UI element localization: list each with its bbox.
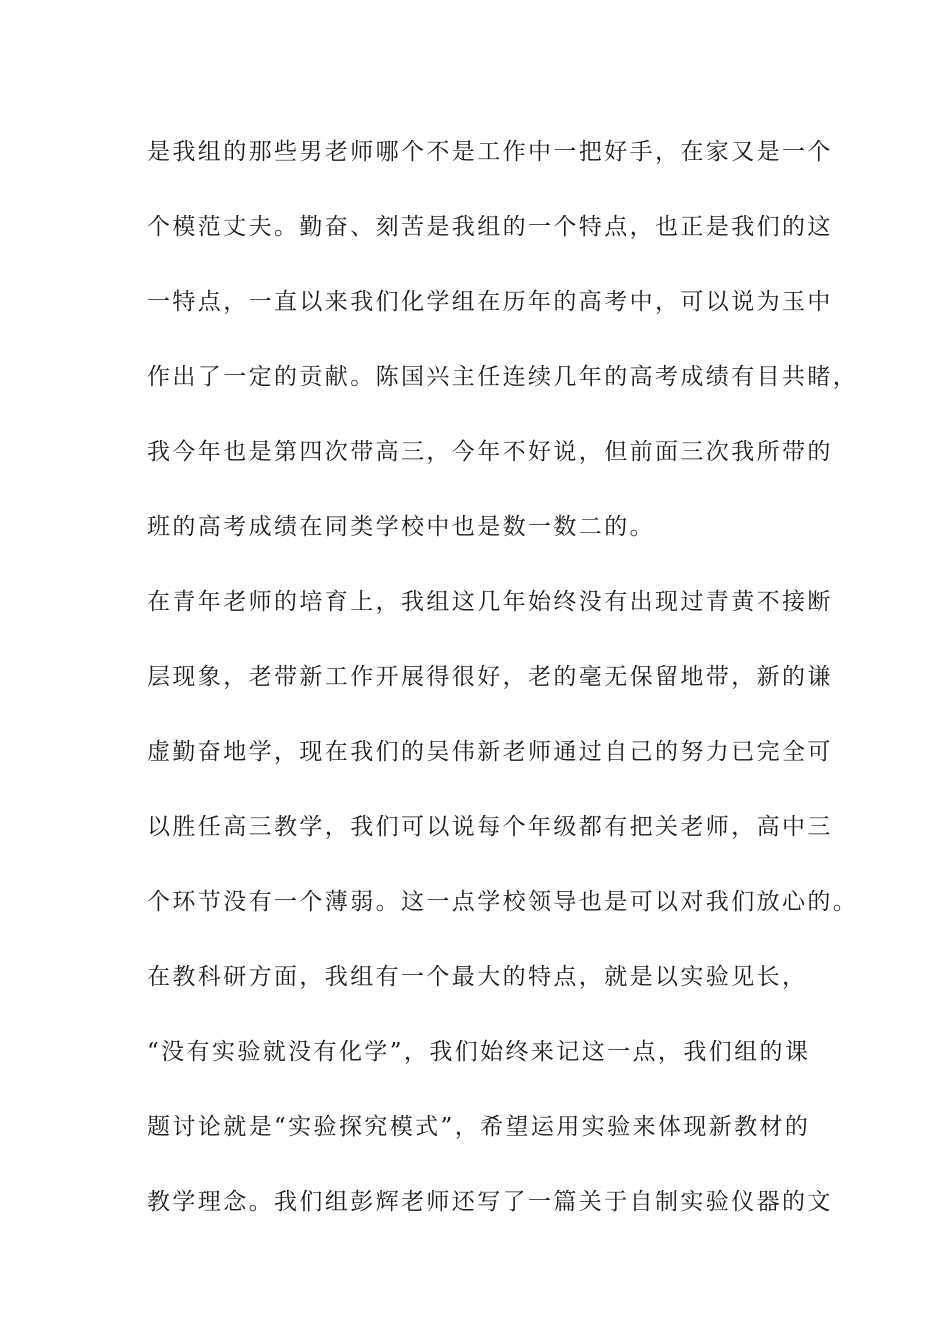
- text-line: 班的高考成绩在同类学校中也是数一数二的。: [147, 514, 655, 540]
- text-line: 虚勤奋地学，现在我们的吴伟新老师通过自己的努力已完全可: [147, 739, 833, 765]
- text-line: 我今年也是第四次带高三，今年不好说，但前面三次我所带的: [147, 439, 833, 465]
- body-text: [147, 132, 859, 1257]
- text-line: 教学理念。我们组彭辉老师还写了一篇关于自制实验仪器的文: [147, 1189, 833, 1215]
- text-line: 在教科研方面，我组有一个最大的特点，就是以实验见长，: [147, 964, 808, 990]
- text-line: 作出了一定的贡献。陈国兴主任连续几年的高考成绩有目共睹，: [147, 364, 859, 390]
- text-line: 在青年老师的培育上，我组这几年始终没有出现过青黄不接断: [147, 589, 833, 615]
- text-line: 个模范丈夫。勤奋、刻苦是我组的一个特点，也正是我们的这: [147, 214, 833, 240]
- text-line: 个环节没有一个薄弱。这一点学校领导也是可以对我们放心的。: [147, 889, 859, 915]
- text-line: 一特点，一直以来我们化学组在历年的高考中，可以说为玉中: [147, 289, 833, 315]
- text-line: “没有实验就没有化学”，我们始终来记这一点，我们组的课: [147, 1039, 811, 1065]
- text-line: 层现象，老带新工作开展得很好，老的毫无保留地带，新的谦: [147, 664, 833, 690]
- text-line: 是我组的那些男老师哪个不是工作中一把好手，在家又是一个: [147, 139, 833, 165]
- text-line: 题讨论就是“实验探究模式”，希望运用实验来体现新教材的: [147, 1114, 811, 1140]
- text-line: 以胜任高三教学，我们可以说每个年级都有把关老师，高中三: [147, 814, 833, 840]
